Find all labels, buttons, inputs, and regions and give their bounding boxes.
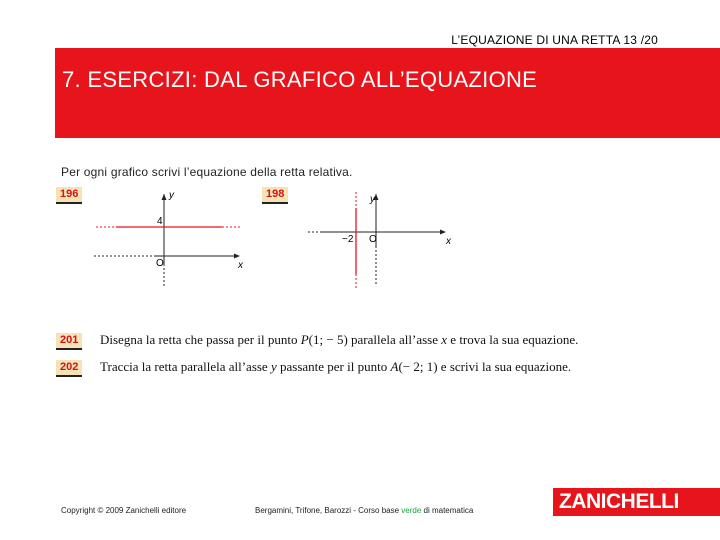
- exercise-202-badge: 202: [56, 360, 82, 377]
- exercise-201-text: Disegna la retta che passa per il punto P(1; − 5) parallela all’asse x e trova la sua equazione.: [100, 332, 579, 347]
- exercise-201-badge: 201: [56, 333, 82, 350]
- graph-198-tick-label: −2: [342, 234, 354, 245]
- intro-instruction: Per ogni grafico scrivi l’equazione della retta relativa.: [61, 165, 353, 179]
- graph-196-x-label: x: [238, 260, 243, 271]
- exercise-196-graph: [90, 186, 255, 291]
- graph-196-origin-label: O: [156, 258, 164, 269]
- graph-196-tick-label: 4: [157, 216, 163, 227]
- page-header-title: L’EQUAZIONE DI UNA RETTA 13 /20: [451, 33, 658, 47]
- exercise-198-badge: 198: [262, 187, 288, 204]
- footer-copyright: Copyright © 2009 Zanichelli editore: [61, 506, 187, 515]
- exercise-196-badge: 196: [56, 187, 82, 204]
- graph-198-y-label: y: [370, 194, 375, 205]
- exercise-202-text: Traccia la retta parallela all’asse y passante per il punto A(− 2; 1) e scrivi la sua equazione.: [100, 359, 572, 374]
- footer-authors: Bergamini, Trifone, Barozzi - Corso base verde di matematica: [255, 506, 474, 515]
- title-banner: [55, 48, 720, 138]
- graph-196-y-label: y: [169, 190, 174, 201]
- exercise-198-graph: [300, 186, 465, 291]
- banner-title: 7. ESERCIZI: DAL GRAFICO ALL’EQUAZIONE: [62, 67, 538, 92]
- zanichelli-logo: ZANICHELLI: [553, 488, 720, 516]
- graph-198-x-label: x: [446, 236, 451, 247]
- graph-198-origin-label: O: [369, 234, 377, 245]
